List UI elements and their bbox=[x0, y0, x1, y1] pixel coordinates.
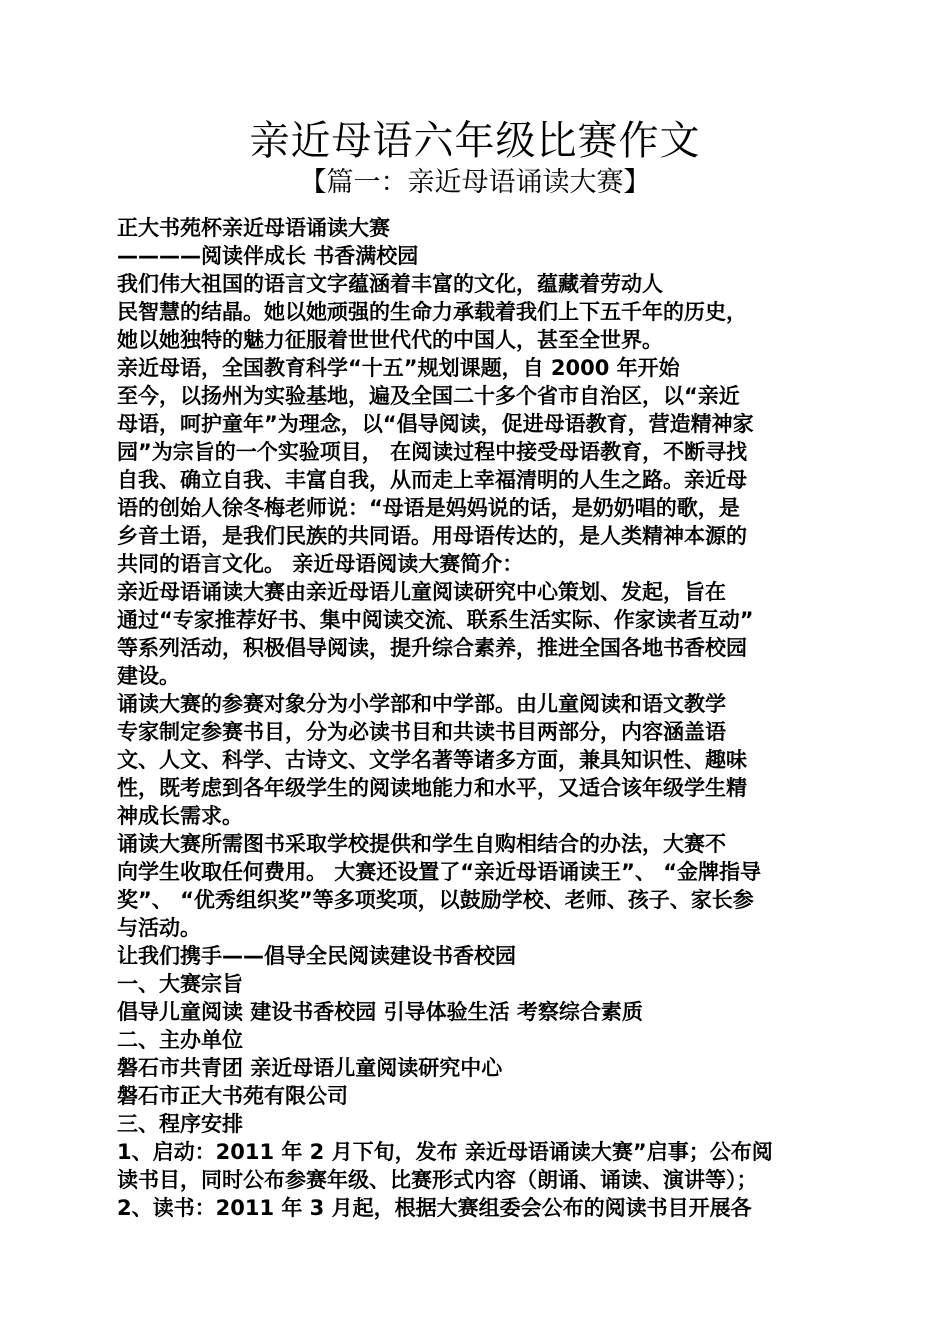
text-line: 读书目，同时公布参赛年级、比赛形式内容（朗诵、诵读、演讲等）； bbox=[117, 1168, 758, 1192]
text-line: 一、大赛宗旨 bbox=[117, 972, 243, 996]
text-line: 乡音土语，是我们民族的共同语。用母语传达的，是人类精神本源的 bbox=[117, 524, 747, 548]
text-line: 奖”、 “优秀组织奖”等多项奖项，以鼓励学校、老师、孩子、家长参 bbox=[117, 888, 754, 912]
text-line: 三、程序安排 bbox=[117, 1112, 243, 1136]
text-line: 园”为宗旨的一个实验项目， 在阅读过程中接受母语教育，不断寻找 bbox=[117, 440, 748, 464]
text-line: 母语，呵护童年”为理念，以“倡导阅读，促进母语教育，营造精神家 bbox=[117, 412, 754, 436]
text-line: 诵读大赛所需图书采取学校提供和学生自购相结合的办法，大赛不 bbox=[117, 832, 726, 856]
text-line: 共同的语言文化。 亲近母语阅读大赛简介： bbox=[117, 552, 524, 576]
page-subtitle: 【篇一：亲近母语诵读大赛】 bbox=[299, 167, 651, 198]
text-line: 语的创始人徐冬梅老师说：“母语是妈妈说的话，是奶奶唱的歌，是 bbox=[117, 496, 740, 520]
text-line: 神成长需求。 bbox=[117, 804, 243, 828]
text-line: 向学生收取任何费用。 大赛还设置了“亲近母语诵读王”、 “金牌指导 bbox=[117, 860, 762, 884]
text-line: 让我们携手——倡导全民阅读建设书香校园 bbox=[117, 944, 516, 968]
text-line: 倡导儿童阅读 建设书香校园 引导体验生活 考察综合素质 bbox=[117, 1000, 643, 1024]
text-line: 1、启动：2011 年 2 月下旬，发布 亲近母语诵读大赛”启事；公布阅 bbox=[117, 1140, 773, 1164]
text-line: 正大书苑杯亲近母语诵读大赛 bbox=[117, 216, 390, 240]
text-line: ————阅读伴成长 书香满校园 bbox=[117, 244, 419, 268]
text-line: 我们伟大祖国的语言文字蕴涵着丰富的文化，蕴藏着劳动人 bbox=[117, 272, 663, 296]
body-text bbox=[117, 214, 839, 1222]
text-line: 文、人文、科学、古诗文、文学名著等诸多方面，兼具知识性、趣味 bbox=[117, 748, 747, 772]
text-line: 建设。 bbox=[117, 664, 180, 688]
text-line: 磐石市正大书苑有限公司 bbox=[117, 1084, 348, 1108]
text-line: 2、读书：2011 年 3 月起，根据大赛组委会公布的阅读书目开展各 bbox=[117, 1196, 752, 1220]
text-line: 亲近母语，全国教育科学“十五”规划课题，自 2000 年开始 bbox=[117, 356, 680, 380]
text-line: 至今，以扬州为实验基地，遍及全国二十多个省市自治区，以“亲近 bbox=[117, 384, 740, 408]
text-line: 自我、确立自我、丰富自我，从而走上幸福清明的人生之路。亲近母 bbox=[117, 468, 747, 492]
text-line: 她以她独特的魅力征服着世世代代的中国人，甚至全世界。 bbox=[117, 328, 663, 352]
text-line: 性，既考虑到各年级学生的阅读地能力和水平，又适合该年级学生精 bbox=[117, 776, 747, 800]
text-line: 等系列活动，积极倡导阅读，提升综合素养，推进全国各地书香校园 bbox=[117, 636, 747, 660]
text-line: 二、主办单位 bbox=[117, 1028, 243, 1052]
text-line: 通过“专家推荐好书、集中阅读交流、联系生活实际、作家读者互动” bbox=[117, 608, 754, 632]
page-title: 亲近母语六年级比赛作文 bbox=[249, 118, 701, 164]
text-line: 亲近母语诵读大赛由亲近母语儿童阅读研究中心策划、发起，旨在 bbox=[117, 580, 726, 604]
text-line: 与活动。 bbox=[117, 916, 201, 940]
text-line: 专家制定参赛书目，分为必读书目和共读书目两部分，内容涵盖语 bbox=[117, 720, 726, 744]
text-line: 民智慧的结晶。她以她顽强的生命力承载着我们上下五千年的历史， bbox=[117, 300, 747, 324]
text-line: 磐石市共青团 亲近母语儿童阅读研究中心 bbox=[117, 1056, 503, 1080]
text-line: 诵读大赛的参赛对象分为小学部和中学部。由儿童阅读和语文教学 bbox=[117, 692, 726, 716]
